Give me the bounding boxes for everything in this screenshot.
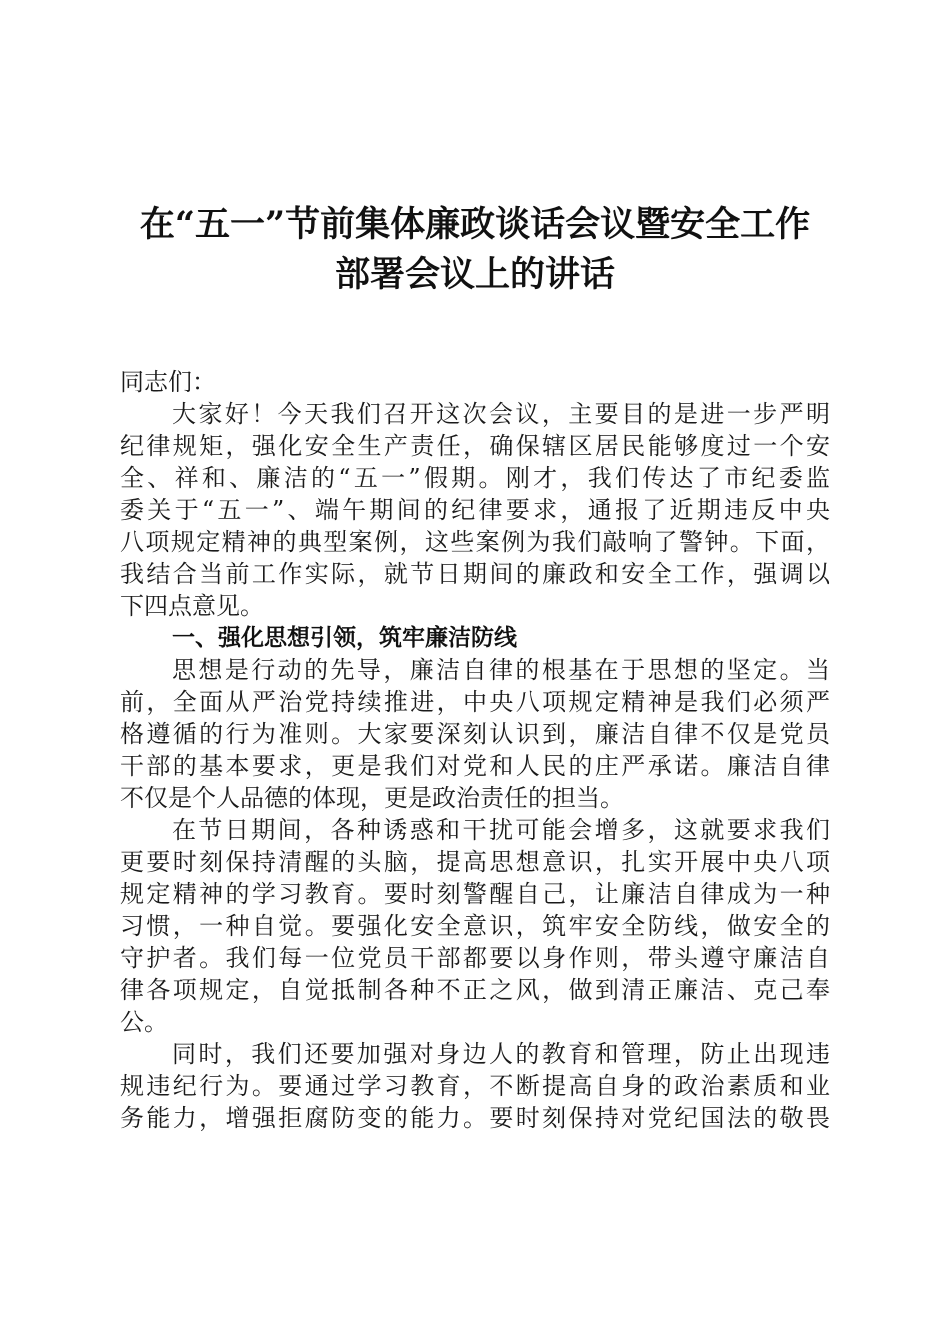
paragraph-line: 同时，我们还要加强对身边人的教育和管理，防止出现违 <box>172 1040 830 1068</box>
paragraph-line: 习惯，一种自觉。要强化安全意识，筑牢安全防线，做安全的 <box>120 912 830 940</box>
paragraph-line: 前，全面从严治党持续推进，中央八项规定精神是我们必须严 <box>120 688 830 716</box>
paragraph-line: 在节日期间，各种诱惑和干扰可能会增多，这就要求我们 <box>172 816 830 844</box>
paragraph-line: 格遵循的行为准则。大家要深刻认识到，廉洁自律不仅是党员 <box>120 720 830 748</box>
paragraph-line: 下四点意见。 <box>120 592 264 620</box>
paragraph-line: 干部的基本要求，更是我们对党和人民的庄严承诺。廉洁自律 <box>120 752 830 780</box>
paragraph-line: 大家好！今天我们召开这次会议，主要目的是进一步严明 <box>172 400 830 428</box>
paragraph-line: 我结合当前工作实际，就节日期间的廉政和安全工作，强调以 <box>120 560 830 588</box>
section-heading: 一、强化思想引领，筑牢廉洁防线 <box>172 625 517 651</box>
paragraph-line: 纪律规矩，强化安全生产责任，确保辖区居民能够度过一个安 <box>120 432 830 460</box>
document-title-line-1: 在“五一”节前集体廉政谈话会议暨安全工作 <box>139 204 811 245</box>
paragraph-line: 更要时刻保持清醒的头脑，提高思想意识，扎实开展中央八项 <box>120 848 830 876</box>
paragraph-line: 规定精神的学习教育。要时刻警醒自己，让廉洁自律成为一种 <box>120 880 830 908</box>
paragraph-line: 全、祥和、廉洁的“五一”假期。刚才，我们传达了市纪委监 <box>120 464 830 492</box>
paragraph-line: 公。 <box>120 1008 168 1036</box>
paragraph-line: 务能力，增强拒腐防变的能力。要时刻保持对党纪国法的敬畏 <box>120 1104 830 1132</box>
paragraph-line: 规违纪行为。要通过学习教育，不断提高自身的政治素质和业 <box>120 1072 830 1100</box>
paragraph-line: 守护者。我们每一位党员干部都要以身作则，带头遵守廉洁自 <box>120 944 830 972</box>
paragraph-line: 委关于“五一”、端午期间的纪律要求，通报了近期违反中央 <box>120 496 830 524</box>
paragraph-line: 律各项规定，自觉抵制各种不正之风，做到清正廉洁、克己奉 <box>120 976 830 1004</box>
paragraph-line: 思想是行动的先导，廉洁自律的根基在于思想的坚定。当 <box>172 656 830 684</box>
paragraph-line: 八项规定精神的典型案例，这些案例为我们敲响了警钟。下面， <box>120 528 830 556</box>
document-title-line-2: 部署会议上的讲话 <box>334 254 615 295</box>
paragraph-line: 不仅是个人品德的体现，更是政治责任的担当。 <box>120 784 624 812</box>
salutation: 同志们： <box>120 368 216 396</box>
